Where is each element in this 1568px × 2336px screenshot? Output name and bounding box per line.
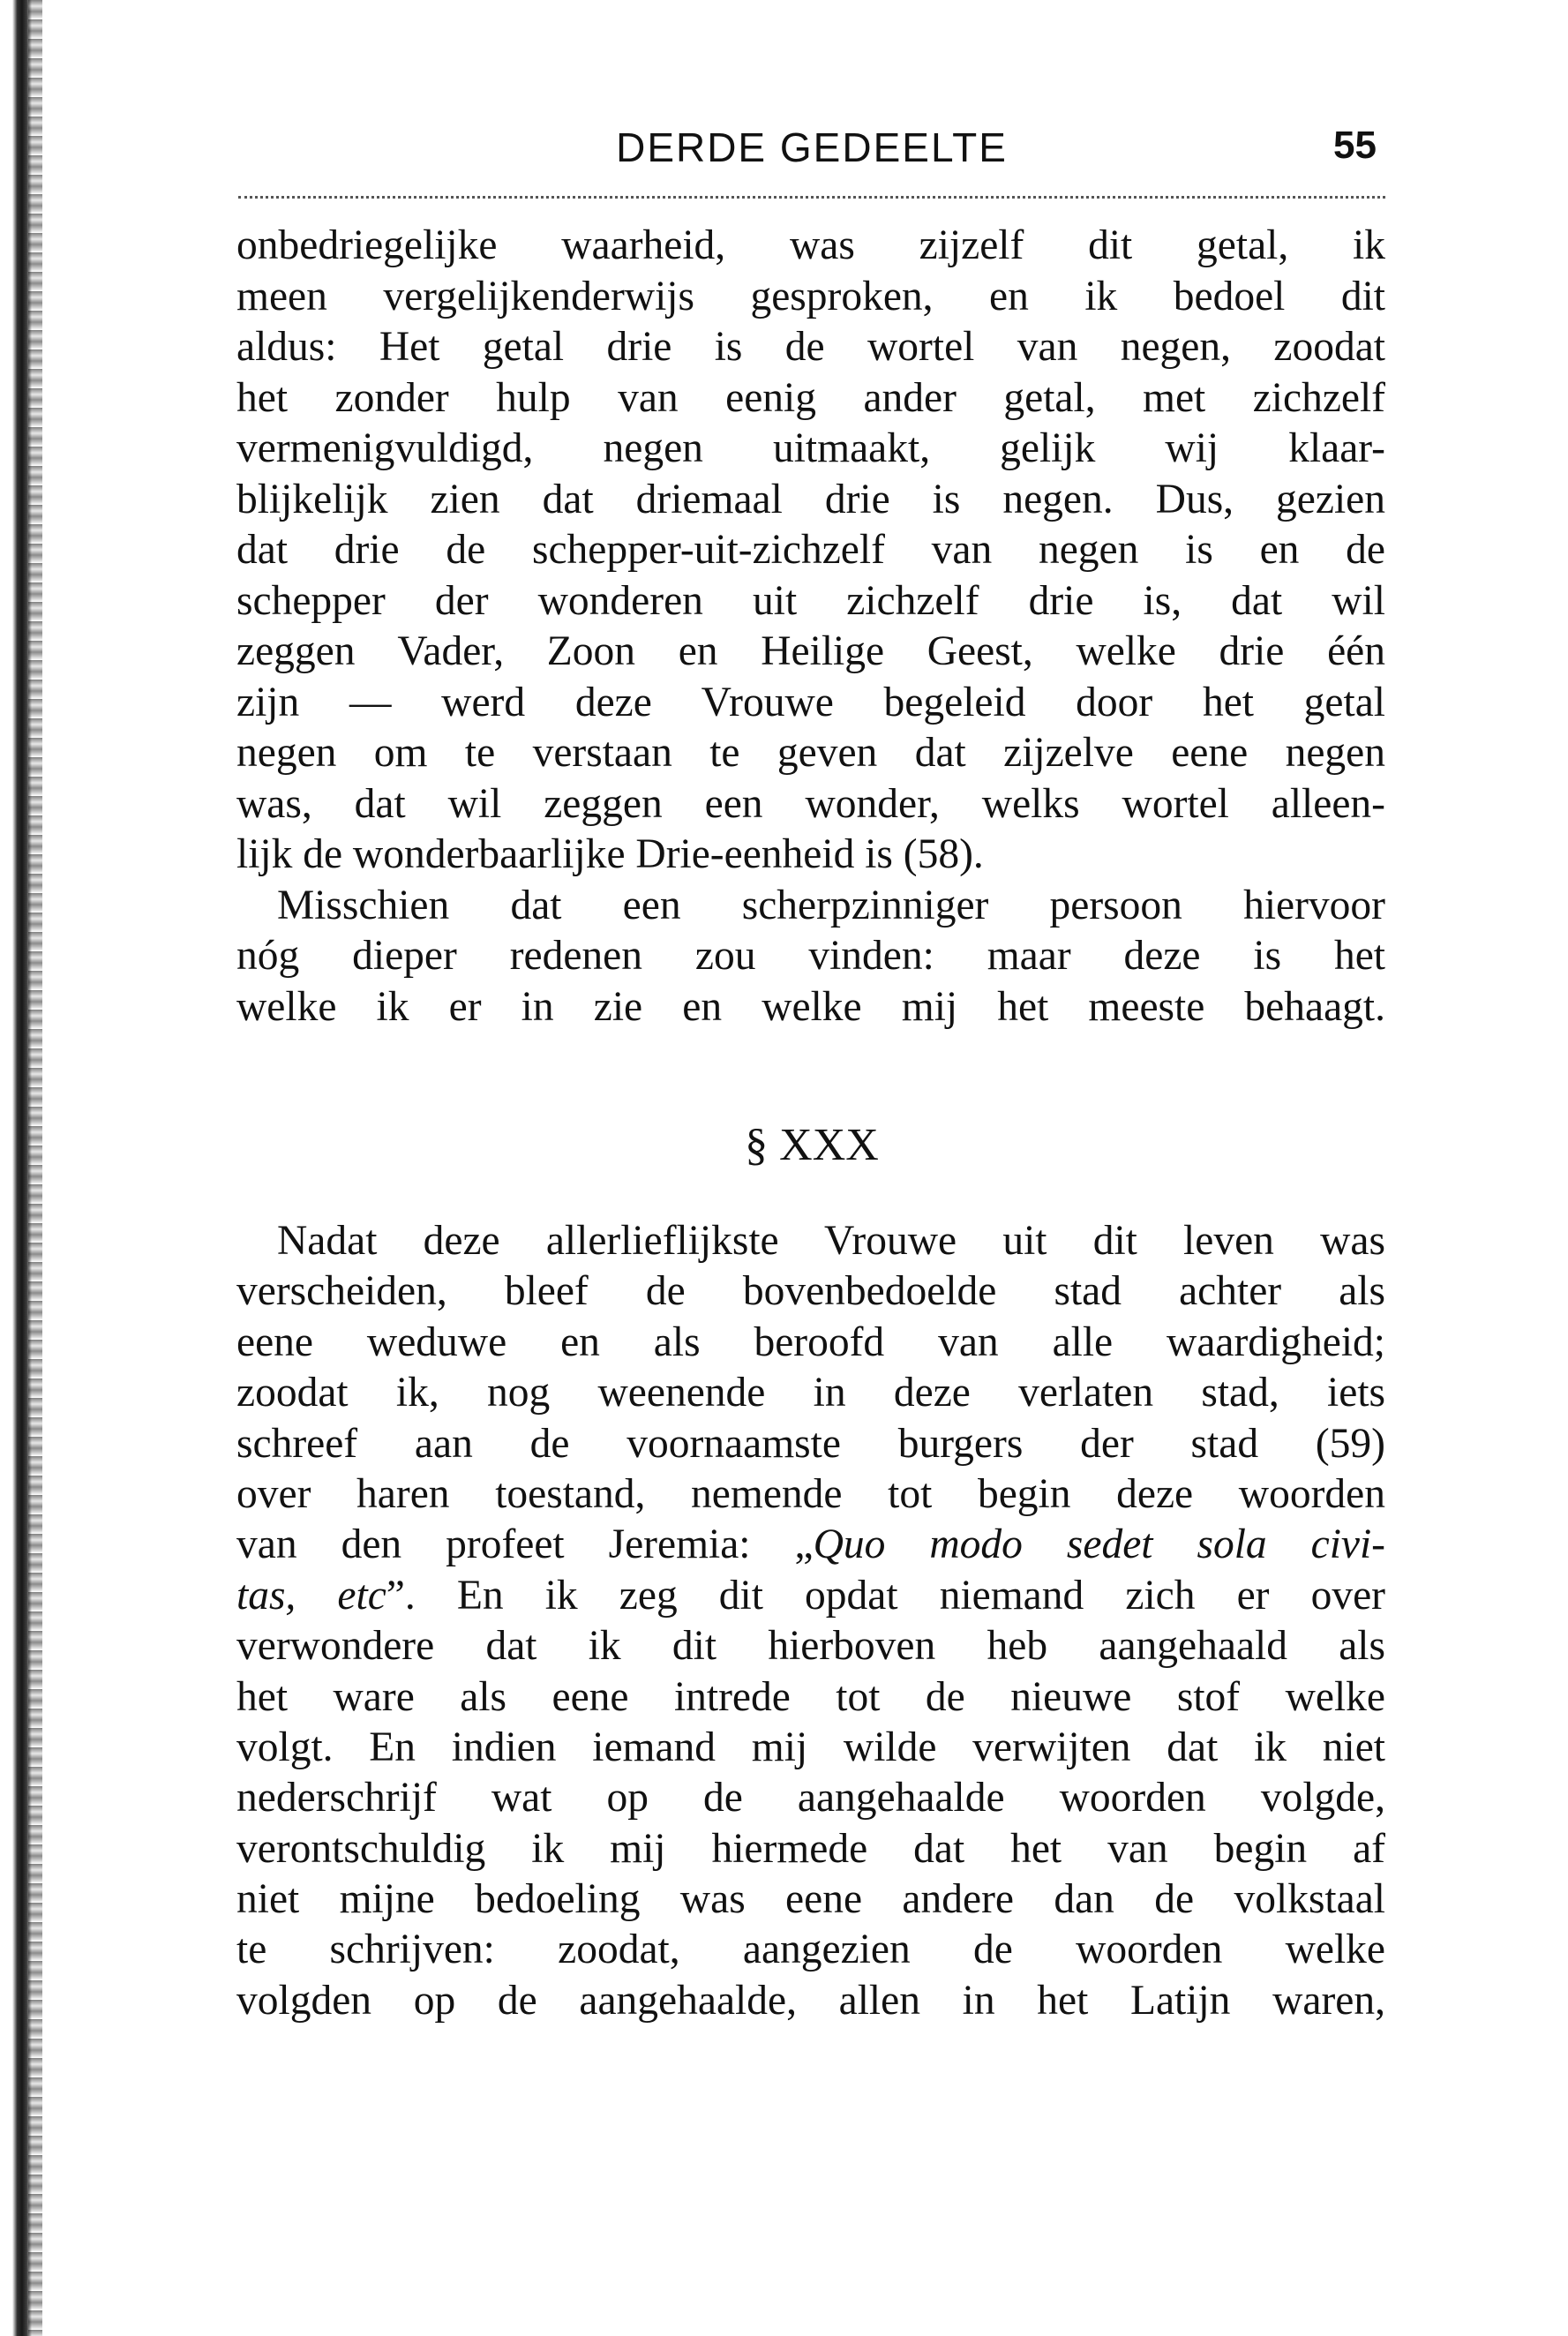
quote-line: [236, 1571, 1385, 1621]
text-line: schreef aan de voornaamste burgers der stad (59): [236, 1420, 1385, 1467]
text-line: Nadat deze allerlieflijkste Vrouwe uit dit leven was: [277, 1218, 1385, 1264]
text-line: verontschuldig ik mij hiermede dat het van begin af: [236, 1825, 1385, 1872]
text-line: verscheiden, bleef de bovenbedoelde stad achter als: [236, 1268, 1385, 1315]
text-line: over haren toestand, nemende tot begin deze woorden: [236, 1470, 1385, 1517]
text-line: blijkelijk zien dat driemaal drie is negen. Dus, gezien: [236, 476, 1385, 522]
text-line: nederschrijf wat op de aangehaalde woorden volgde,: [236, 1775, 1385, 1821]
quote-intro: van den profeet Jeremia: „: [236, 1521, 814, 1568]
text-line: verwondere dat ik dit hierboven heb aangehaald als: [236, 1623, 1385, 1670]
running-header: [238, 124, 1385, 177]
text-line: nóg dieper redenen zou vinden: maar deze is het: [236, 933, 1385, 979]
text-line: dat drie de schepper-uit-zichzelf van negen is en de: [236, 527, 1385, 573]
text-line: zijn — werd deze Vrouwe begeleid door het getal: [236, 679, 1385, 725]
text-line: het zonder hulp van eenig ander getal, met zichzelf: [236, 374, 1385, 421]
text-line: aldus: Het getal drie is de wortel van negen, zoodat: [236, 324, 1385, 370]
text-line: volgt. En indien iemand mij wilde verwijten dat ik niet: [236, 1724, 1385, 1770]
quote-line: [236, 1520, 1385, 1570]
text-line: was, dat wil zeggen een wonder, welks wortel alleen-: [236, 780, 1385, 827]
page-number: 55: [1333, 124, 1377, 167]
paragraph-continued: [236, 221, 1385, 1033]
text-line: eene weduwe en als beroofd van alle waardigheid;: [236, 1318, 1385, 1365]
text-line: meen vergelijkenderwijs gesproken, en ik bedoel dit: [236, 273, 1385, 319]
text-line: het ware als eene intrede tot de nieuwe stof welke: [236, 1673, 1385, 1720]
text-line: Misschien dat een scherpzinniger persoon hiervoor: [277, 882, 1385, 928]
scan-binding-edge: [12, 0, 32, 2336]
header-dotted-rule: [238, 196, 1385, 199]
text-line: onbedriegelijke waarheid, was zijzelf dit getal, ik: [236, 222, 1385, 268]
section-heading: § XXX: [745, 1120, 879, 1170]
text-line: schepper der wonderen uit zichzelf drie is, dat wil: [236, 577, 1385, 624]
text-line: negen om te verstaan te geven dat zijzelve eene negen: [236, 730, 1385, 776]
text-line: lijk de wonderbaarlijke Drie-eenheid is (58).: [236, 831, 984, 877]
latin-quote: Quo modo sedet sola civi-: [813, 1521, 1385, 1568]
text-line: zoodat ik, nog weenende in deze verlaten stad, iets: [236, 1370, 1385, 1416]
paragraph-section-xxx: [236, 1216, 1385, 2026]
latin-quote: tas, etc: [236, 1572, 386, 1619]
quote-continuation: ”. En ik zeg dit opdat niemand zich er over: [386, 1572, 1385, 1619]
running-title: DERDE GEDEELTE: [616, 124, 1008, 170]
text-line: volgden op de aangehaalde, allen in het Latijn waren,: [236, 1977, 1385, 2024]
text-line: te schrijven: zoodat, aangezien de woorden welke: [236, 1927, 1385, 1973]
text-line: zeggen Vader, Zoon en Heilige Geest, welke drie één: [236, 628, 1385, 674]
text-line: niet mijne bedoeling was eene andere dan de volkstaal: [236, 1876, 1385, 1923]
text-line: vermenigvuldigd, negen uitmaakt, gelijk wij klaar-: [236, 425, 1385, 471]
text-line: welke ik er in zie en welke mij het meeste behaagt.: [236, 983, 1385, 1030]
